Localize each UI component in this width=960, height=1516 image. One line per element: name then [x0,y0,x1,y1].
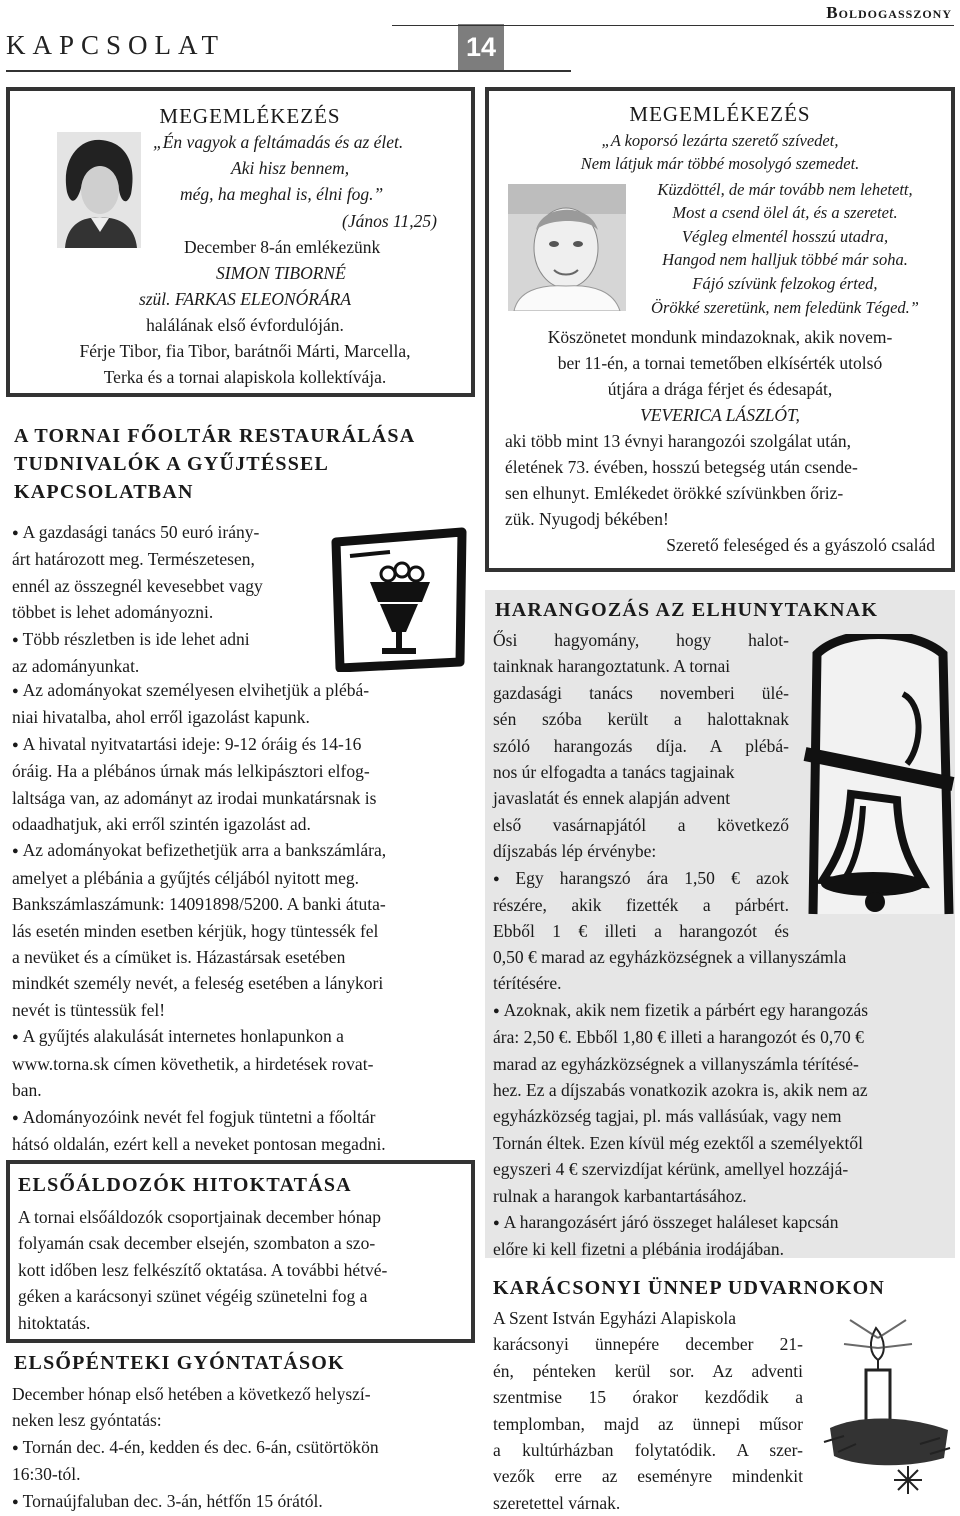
first-communion-text [18,1204,463,1336]
memorial-signature: Szerető feleséged és a gyászoló család [666,535,935,555]
memorial-line: Terka és a tornai alapiskola kollektívája. [103,367,387,387]
text-line: kott időben lesz felkészítő oktatása. A további hétvé- [18,1259,388,1280]
text-line: tainknak harangoztatunk. A tornai [493,656,731,677]
altar-emblem-icon [330,522,468,672]
text-line: a nevüket és a címüket is. Házastársak esetében [12,947,346,968]
header-rule-right [392,25,954,26]
memorial-text-line: útjára a drága férjet és édesapát, [607,379,833,399]
first-friday-text [12,1381,467,1515]
list-item: ● A hivatal nyitvatartási ideje: 9-12 óráig és 14-16 [12,733,362,754]
text-line: A tornai elsőáldozók csoportjainak december hónap [18,1207,382,1227]
text-line: hátsó oldalán, ezért kell a neveket pontosan megadni. [12,1133,386,1154]
list-item: ● Tornán dec. 4-én, kedden és dec. 6-án, csütörtökön [12,1436,379,1457]
list-item: ● A gazdasági tanács 50 euró irány- [12,522,260,542]
title-line: TUDNIVALÓK A GYŰJTÉSSEL [14,453,330,475]
poem-line: „A koporsó lezárta szerető szívedet, [601,131,839,150]
bells-text-wide [493,944,947,1263]
section-title: KAPCSOLAT [6,30,226,60]
text-line: térítésére. [493,973,562,994]
text-line: templomban, majd az ünnepi műsor [493,1413,803,1434]
text-line: A Szent István Egyházi Alapiskola [493,1308,737,1328]
restoration-title [14,422,415,506]
text-line: díjszabás lép érvénybe: [493,841,657,862]
memorial-line: „Én vagyok a feltámadás és az élet. [153,132,404,152]
text-line: Ősi hagyomány, hogy halot- [493,630,789,650]
restoration-text-top [12,519,322,679]
text-line: Tornán éltek. Ezen kívül még ezektől a személyektől [493,1132,864,1153]
text-line: egyházközség tagjai, pl. más vallásúak, vagy nem [493,1106,842,1127]
poem-line: Végleg elmentél hosszú utadra, [681,227,889,246]
memorial-line: még, ha meghal is, élni fog.” [180,184,384,204]
memorial-line: halálának első évfordulóján. [146,315,344,335]
church-bell-icon [803,634,955,924]
memorial-text-line: életének 73. évében, hosszú betegség után csende- [505,457,858,477]
text-line: javaslatát és ennek alapján advent [493,788,731,809]
text-line: gazdasági tanács novemberi ülé- [493,682,789,703]
page-number: 14 [458,24,504,70]
restoration-text-bottom [12,677,467,1157]
bells-article [485,590,955,1258]
text-line: lás esetén minden esetben kérjük, hogy tüntessék fel [12,920,379,941]
list-item: ● Az adományokat személyesen elvihetjük a plébá- [12,680,370,700]
text-line: niai hivatalba, ahol erről igazolást kapunk. [12,707,310,728]
bells-title: HARANGOZÁS AZ ELHUNYTAKNAK [495,599,879,621]
text-line: www.torna.sk címen követhetik, a hirdetések rovat- [12,1053,374,1074]
list-item: ● Azoknak, akik nem fizetik a párbért egy harangozás [493,999,869,1020]
christmas-title: KARÁCSONYI ÜNNEP UDVARNOKON [493,1277,886,1299]
text-line: hez. Ez a díjszabás vonatkozik azokra is, akik nem az [493,1080,868,1101]
text-line: vezők erre az eseményre mindenkit [493,1466,803,1487]
list-item: ● Adományozóink nevét fel fogjuk tüntetni a főoltár [12,1106,376,1127]
memorial-box-left [6,87,475,397]
portrait-photo-man [508,184,626,311]
text-line: szentmise 15 órakor kezdődik a [493,1387,803,1408]
list-item: ● A gyűjtés alakulását internetes honlapunkon a [12,1026,344,1047]
first-communion-box [6,1160,475,1343]
memorial-text-line: Köszönetet mondunk mindazoknak, akik novem- [547,327,893,347]
list-item: ● Több részletben is ide lehet adni [12,628,250,649]
text-line: én, pénteken kerül sor. Az adventi [493,1360,803,1381]
memorial-text-line: sen elhunyt. Emlékedet örökké szívünkben őriz- [505,483,844,503]
text-line: rulnak a harangok karbantartásához. [493,1185,747,1206]
publication-name: Boldogasszony [826,3,952,22]
candle-wreath-icon [820,1318,956,1508]
text-line: egyszeri 4 € szervizdíjat kérünk, amellyel hozzájá- [493,1159,849,1180]
text-line: nos úr elfogadta a tanács tagjainak [493,762,735,783]
memorial-title: MEGEMLÉKEZÉS [629,102,811,126]
list-item: ● A harangozásért járó összeget haláleset kapcsán [493,1212,839,1233]
list-item: ● Tornaújfaluban dec. 3-án, hétfőn 15 órától. [12,1490,323,1511]
text-line: előre ki kell fizetni a plébánia irodájában. [493,1239,785,1260]
text-line: géken a karácsonyi szünet végéig szünetelni fog a [18,1286,368,1307]
memorial-line: szül. FARKAS ELEONÓRÁRA [138,289,352,309]
title-line: A TORNAI FŐOLTÁR RESTAURÁLÁSA [14,425,416,447]
bells-text-narrow [493,627,789,945]
text-line: a kultúrházban folytatódik. A szer- [493,1440,803,1461]
text-line: marad az egyházközségnek a villanyszámla térítésé- [493,1053,859,1074]
poem-line: Nem látjuk már többé mosolygó szemedet. [580,154,860,173]
poem-line: Örökké szeretünk, nem feledünk Téged.” [651,298,919,317]
memorial-name: VEVERICA LÁSZLÓT, [640,405,800,425]
text-line: 0,50 € marad az egyházközségnek a villanyszámla [493,947,847,967]
text-line: amelyet a plébánia a gyűjtés céljából nyitott meg. [12,867,359,888]
header-rule-left [6,70,571,72]
text-line: odaadhatjuk, aki erről szintén igazolást ad. [12,814,311,835]
memorial-title: MEGEMLÉKEZÉS [159,104,341,128]
text-line: óráig. Ha a plébános úrnak más lelkipásztori elfog- [12,761,370,782]
poem-line: Fájó szívünk felzokog érted, [692,274,878,293]
memorial-text-line: aki több mint 13 évnyi harangozói szolgálat után, [505,431,852,451]
first-friday-title: ELSŐPÉNTEKI GYÓNTATÁSOK [14,1352,345,1374]
memorial-name: SIMON TIBORNÉ [216,263,346,283]
poem-line: Küzdöttél, de már tovább nem lehetett, [657,180,913,199]
text-line: December hónap első hetében a következő helyszí- [12,1384,371,1404]
text-line: ára: 2,50 €. Ebből 1,80 € illeti a harangozót és 0,70 € [493,1027,864,1048]
text-line: részére, akik fizették a párbért. [493,895,789,916]
list-item: ● Egy harangszó ára 1,50 € azok [493,867,789,888]
text-line: laltsága van, az adományt az irodai munkatársnak is [12,787,377,808]
text-line: első vasárnapjától a következő [493,814,789,835]
memorial-line: Férje Tibor, fia Tibor, barátnői Márti, Marcella, [79,341,411,361]
text-line: szeretettel várnak. [493,1492,621,1513]
title-line: KAPCSOLATBAN [14,481,194,503]
first-communion-title: ELSŐÁLDOZÓK HITOKTATÁSA [18,1174,352,1196]
text-line: az adományunkat. [12,656,140,677]
memorial-text-line: ber 11-én, a tornai temetőben elkísérték utolsó [557,353,883,373]
christmas-text [493,1305,803,1516]
memorial-line: (János 11,25) [342,211,437,231]
text-line: sén szóba került a halottaknak [493,709,789,730]
text-line: Ebből 1 € illeti a harangozót és [493,921,789,942]
text-line: neken lesz gyóntatás: [12,1410,162,1431]
text-line: mindkét személy nevét, a feleség esetében a lánykori [12,973,384,994]
text-line: folyamán csak december elsején, szombaton a szo- [18,1233,376,1254]
poem-line: Hangod nem halljuk többé már soha. [662,250,908,269]
text-line: többet is lehet adományozni. [12,602,214,623]
text-line: ban. [12,1080,42,1101]
text-line: 16:30-tól. [12,1464,81,1485]
portrait-photo-woman [57,132,141,248]
text-line: nevét is tüntessük fel! [12,999,166,1020]
text-line: szóló harangozás díja. A plébá- [493,735,789,756]
text-line: Bankszámlaszámunk: 14091898/5200. A banki átuta- [12,894,386,915]
text-line: karácsonyi ünnepére december 21- [493,1334,803,1355]
poem-line: Most a csend ölel át, és a szeretet. [672,203,898,222]
text-line: hitoktatás. [18,1312,91,1333]
text-line: árt határozott meg. Természetesen, [12,549,255,570]
memorial-box-right [485,87,955,572]
memorial-line: Aki hisz bennem, [231,158,350,178]
memorial-text-line: zük. Nyugodj békében! [505,509,669,529]
text-line: ennél az összegnél kevesebbet vagy [12,575,263,596]
list-item: ● Az adományokat befizethetjük arra a bankszámlára, [12,840,387,861]
memorial-line: December 8-án emlékezünk [184,237,381,257]
